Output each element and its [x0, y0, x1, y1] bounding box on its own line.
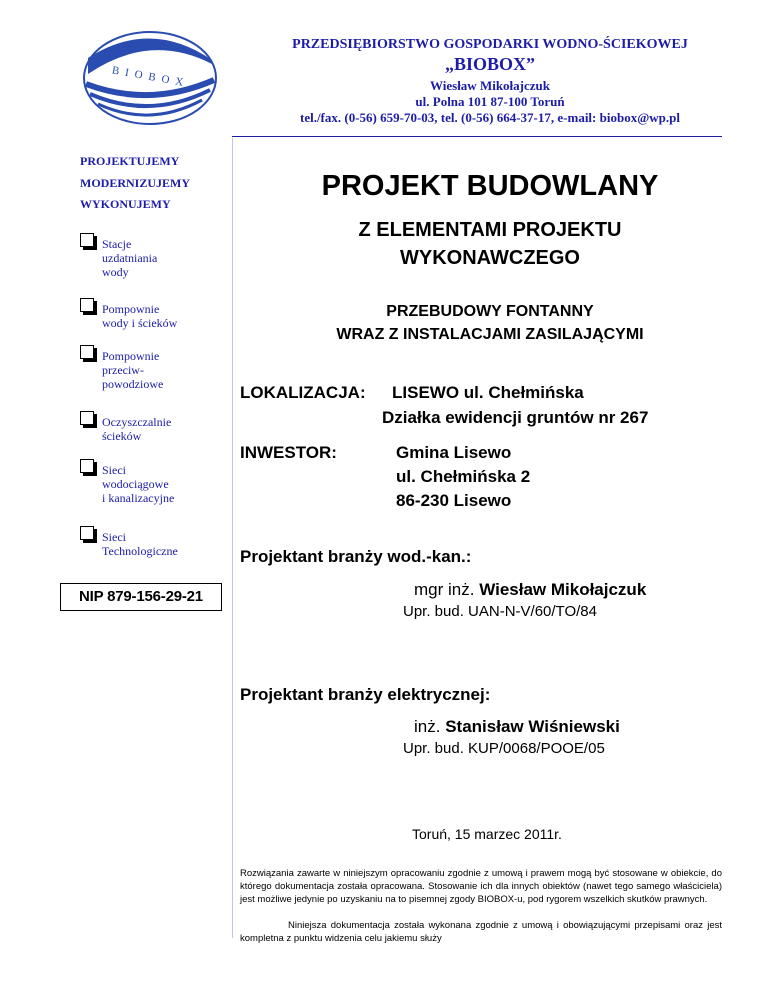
header-divider [232, 136, 722, 137]
subtitle-line-2: WYKONAWCZEGO [400, 247, 580, 269]
checkbox-icon [80, 526, 94, 540]
slogan-build: WYKONUJEMY [80, 197, 171, 211]
investor-line-1: Gmina Lisewo [396, 443, 512, 462]
designer2-license: Upr. bud. KUP/0068/POOE/05 [403, 740, 605, 757]
biobox-logo [80, 28, 220, 128]
scope-line-2: WRAZ Z INSTALACJAMI ZASILAJĄCYMI [336, 326, 644, 343]
designer1-title: mgr inż. [414, 580, 475, 599]
service-label: Stacje uzdatniania wody [102, 237, 158, 279]
company-line: PRZEDSIĘBIORSTWO GOSPODARKI WODNO-ŚCIEKOWEJ [292, 37, 688, 52]
slogan-design: PROJEKTUJEMY [80, 154, 180, 168]
designer1-license: Upr. bud. UAN-N-V/60/TO/84 [403, 603, 597, 620]
location-label: LOKALIZACJA: [240, 383, 366, 402]
designer1-label: Projektant branży wod.-kan.: [240, 547, 472, 566]
service-label: Sieci wodociągowe i kanalizacyjne [102, 463, 175, 505]
investor-line-3: 86-230 Lisewo [396, 491, 512, 510]
document-subtitle [240, 216, 740, 272]
service-label: Oczyszczalnie ścieków [102, 415, 172, 443]
usage-note: Rozwiązania zawarte w niniejszym opracowaniu zgodnie z umową i prawem mogą być stosowane w obiekcie, do którego dokumentacja została opracowana. Stosowanie ich dla innych obiektów (nawet tego samego właściciela) jest możliwe jedynie po uzyskaniu na to pisemnej zgody BIOBOX-u, pod rygorem wszelkich skutków prawnych. [240, 868, 722, 905]
completeness-note: Niniejsza dokumentacja została wykonana zgodnie z umową i obowiązującymi przepisami oraz jest kompletna z punktu widzenia celu jakiemu służy [240, 920, 722, 944]
nip-box: NIP 879-156-29-21 [60, 583, 222, 611]
designer2-label: Projektant branży elektrycznej: [240, 685, 491, 704]
checkbox-icon [80, 459, 94, 473]
column-divider [232, 138, 233, 938]
service-label: Pompownie przeciw- powodziowe [102, 349, 164, 391]
project-scope [240, 300, 740, 346]
company-address: ul. Polna 101 87-100 Toruń [415, 94, 565, 109]
checkbox-icon [80, 411, 94, 425]
checkbox-icon [80, 298, 94, 312]
logo-text: BIOBOX [110, 64, 191, 90]
company-contact: tel./fax. (0-56) 659-70-03, tel. (0-56) 664-37-17, e-mail: biobox@wp.pl [299, 110, 680, 125]
investor-line-2: ul. Chełmińska 2 [396, 467, 531, 486]
document-title: PROJEKT BUDOWLANY [321, 170, 659, 202]
designer1-name-line [414, 580, 646, 600]
investor-label: INWESTOR: [240, 443, 337, 462]
location-line-2: Działka ewidencji gruntów nr 267 [382, 408, 649, 427]
location-line-1: LISEWO ul. Chełmińska [392, 383, 584, 402]
subtitle-line-1: Z ELEMENTAMI PROJEKTU [358, 219, 622, 241]
slogan-modernize: MODERNIZUJEMY [80, 176, 190, 190]
place-date: Toruń, 15 marzec 2011r. [412, 826, 562, 842]
designer1-name: Wiesław Mikołajczuk [479, 580, 647, 599]
checkbox-icon [80, 233, 94, 247]
designer2-name: Stanisław Wiśniewski [445, 717, 620, 736]
owner-name: Wiesław Mikołajczuk [429, 78, 550, 93]
scope-line-1: PRZEBUDOWY FONTANNY [386, 303, 594, 320]
designer2-name-line [414, 717, 620, 737]
service-label: Pompownie wody i ścieków [102, 302, 178, 330]
service-label: Sieci Technologiczne [102, 530, 178, 558]
checkbox-icon [80, 345, 94, 359]
logo-graphic [80, 28, 220, 128]
company-name: „BIOBOX” [444, 54, 536, 74]
designer2-title: inż. [414, 717, 441, 736]
